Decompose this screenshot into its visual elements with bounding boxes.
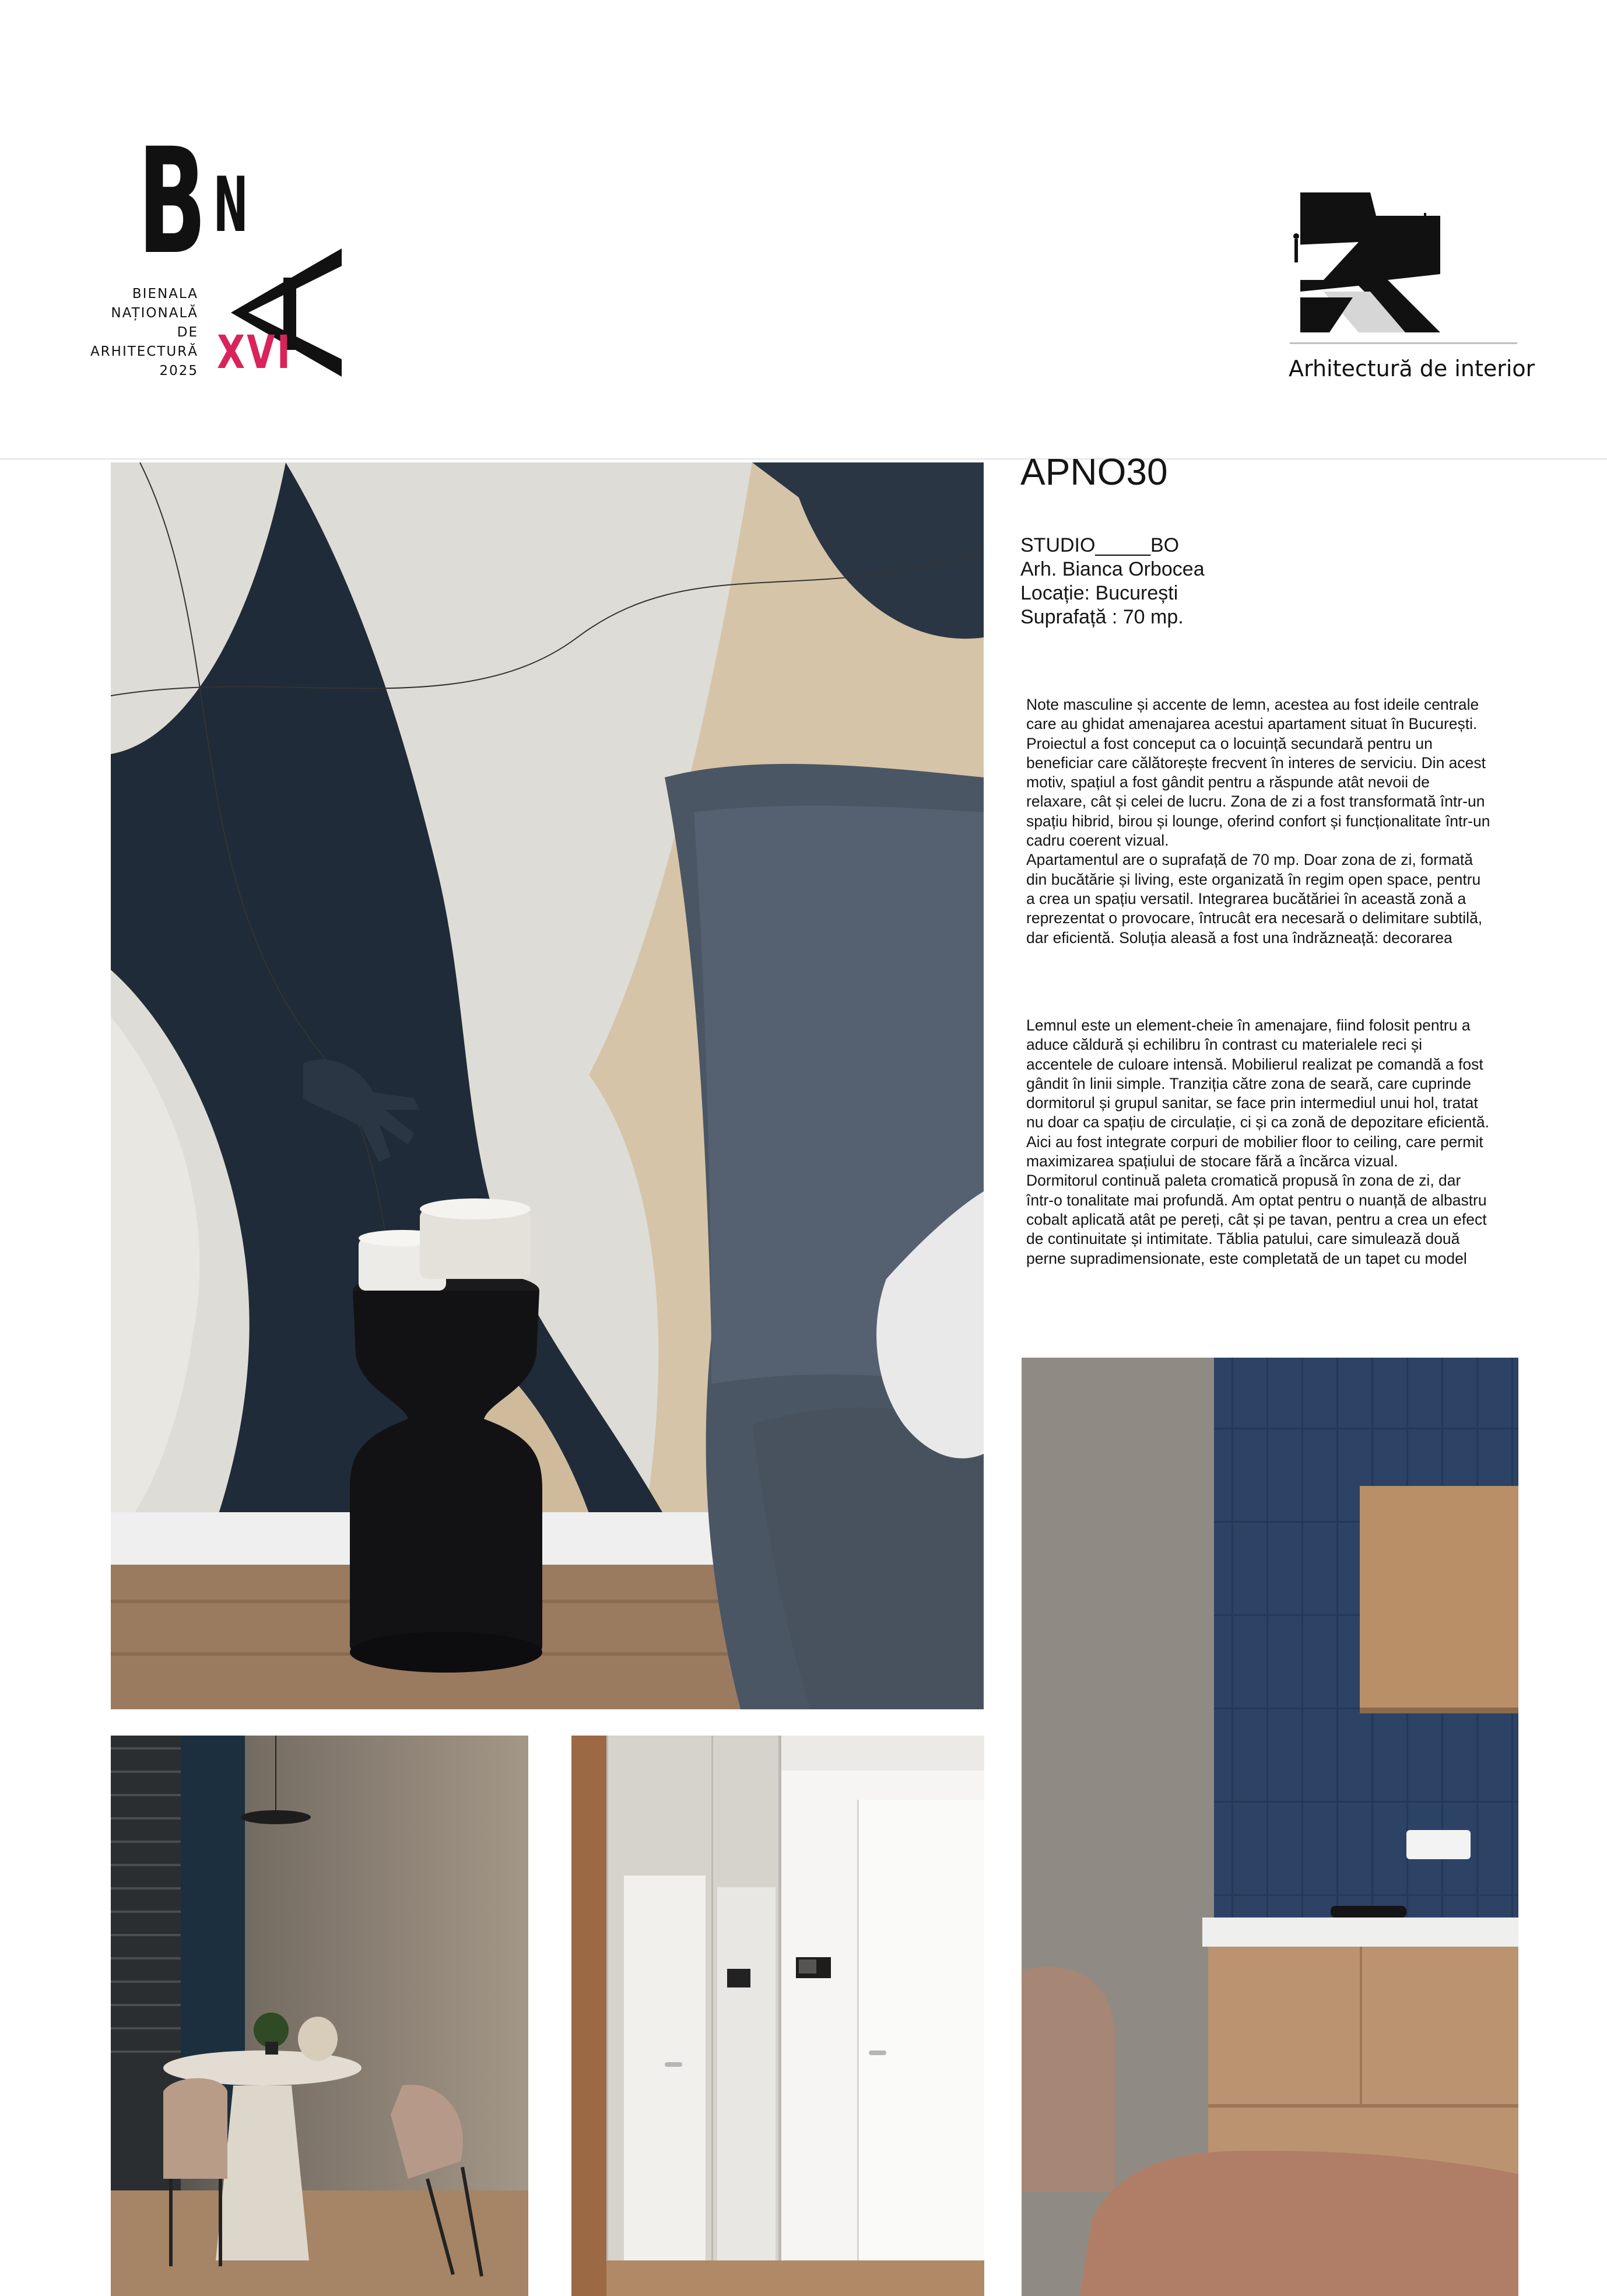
project-title: APNO30 [1020, 451, 1168, 493]
bna-caption-line: 2025 [159, 363, 198, 378]
interior-architecture-logo [1289, 192, 1440, 344]
header-rule [0, 458, 1607, 460]
description-paragraph-1: Note masculine și accente de lemn, acestea au fost ideile centrale care au ghidat amenajarea acestui apartament situat în București. Proiectul a fost conceput ca o locuință secundară pentru un beneficiar care călătorește frecvent în interes de serviciu. Din acest motiv, spațiul a fost gândit pentru a răspunde atât nevoii de relaxare, cât și celei de lucru. Zona de zi a fost transformată într-un spațiu hibrid, birou și lounge, oferind confort și funcționalitate într-un cadru coerent vizual. Apartamentul are o suprafață de 70 mp. Doar zona de zi, formată din bucătărie și living, este organizată în regim open space, pentru a crea un spațiu versatil. Integrarea bucătăriei în această zonă a reprezentat o provocare, întrucât era necesară o delimitare subtilă, dar eficientă. Soluția aleasă a fost una îndrăzneață: decorarea [1026, 696, 1490, 947]
bna-caption-line: DE [177, 325, 198, 340]
bna-caption [87, 285, 198, 381]
meta-area: Suprafață : 70 mp. [1020, 606, 1184, 628]
bna-edition: XVI [217, 327, 293, 379]
bedroom-photo [111, 462, 984, 1709]
dining-photo [111, 1736, 528, 2296]
bna-caption-line: ARHITECTURĂ [90, 344, 198, 359]
bna-caption-line: NAȚIONALĂ [111, 306, 198, 321]
meta-architect: Arh. Bianca Orbocea [1020, 558, 1205, 580]
project-meta [1020, 534, 1205, 629]
hallway-photo [571, 1736, 984, 2296]
category-divider [1290, 342, 1517, 344]
bna-letter-n: N [213, 160, 248, 249]
bna-letter-b: B [138, 138, 207, 288]
meta-studio: STUDIO_____BO [1020, 534, 1180, 556]
meta-location: Locație: București [1020, 582, 1178, 604]
description-paragraph-2: Lemnul este un element-cheie în amenajare, fiind folosit pentru a aduce căldură și echilibru în contrast cu materialele reci și accentele de culoare intensă. Mobilierul realizat pe comandă a fost gândit în linii simple. Tranziția către zona de seară, care cuprinde dormitorul și grupul sanitar, se face prin intermediul unui hol, tratat nu doar ca spațiu de circulație, ci și ca zonă de depozitare eficientă. Aici au fost integrate corpuri de mobilier floor to ceiling, care permit maximizarea spațiului de stocare fără a încărca vizual. Dormitorul continuă paleta cromatică propusă în zona de zi, dar într-o tonalitate mai profundă. Am optat pentru o nuanță de albastru cobalt aplicată atât pe pereți, cât și pe tavan, pentru a crea un efect de continuitate și intimitate. Tăblia patului, care simulează două perne supradimensionate, este completată de un tapet cu model [1026, 1016, 1489, 1267]
bna-caption-line: BIENALA [132, 286, 198, 302]
kitchen-photo [1022, 1358, 1518, 2296]
category-label: Arhitectură de interior [1289, 356, 1535, 381]
